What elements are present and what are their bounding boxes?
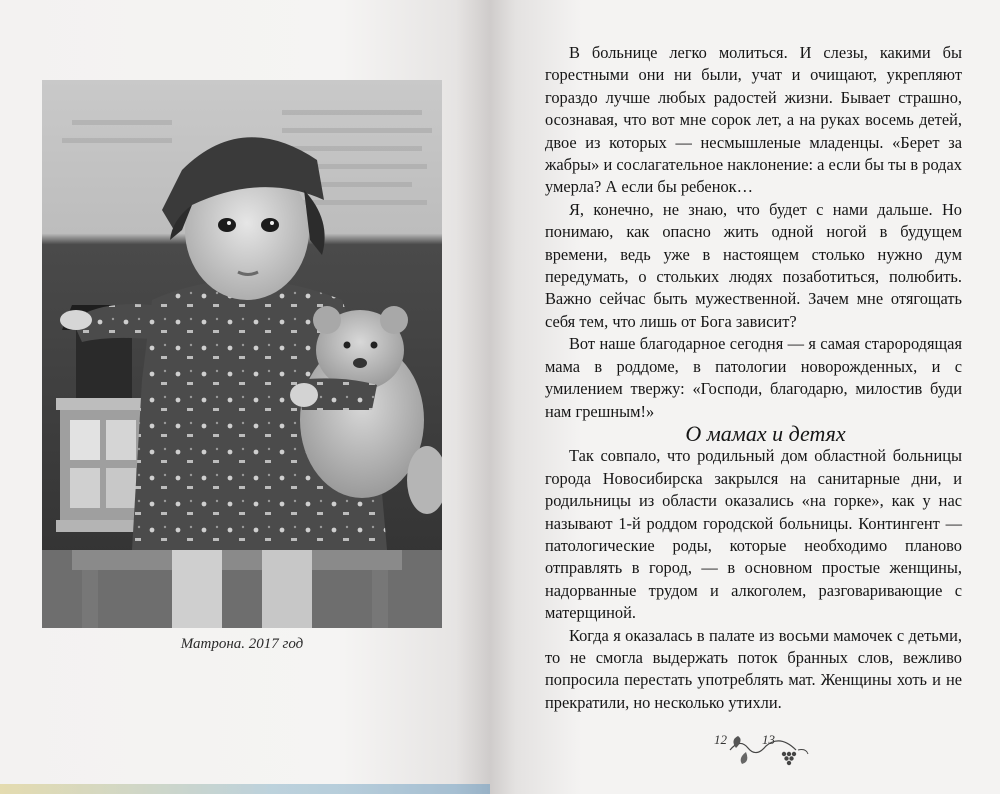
paragraph: Я, конечно, не знаю, что будет с нами дальше. Но понимаю, как опасно жить одной ногой в будущем времени, ведь уже в настоящем столько нужно дум передумать, о стольких людях позаботиться, полюбить. Важно сейчас быть мужественной. Зачем мне отягощать себя тем, что лишь от Бога зависит?	[545, 199, 962, 331]
page-edge-color	[0, 784, 490, 794]
paragraph: Когда я оказалась в палате из восьми мамочек с детьми, то не смогла выдержать поток бранных слов, вежливо попросила перестать употреблять мат. Женщины хоть и не прекратили, но несколько утихли.	[545, 625, 962, 712]
photo-illustration	[42, 80, 442, 628]
grape-vine-ornament-icon	[700, 728, 820, 768]
paragraph: Вот наше благодарное сегодня — я самая старородящая мама в роддоме, в патологии новорожденных, и с умилением твержу: «Господи, благодарю, милостив буди нам грешным!»	[545, 334, 962, 421]
paragraph: В больнице легко молиться. И слезы, какими бы горестными они ни были, учат и очищают, укрепляют гораздо лучше любых радостей жизни. Бывает страшно, осознавая, что вот мне сорок лет, а на руках восемь детей, двое из которых — несмышленые младенцы. «Берет за жабры» и сослагательное наклонение: а если бы ты в родах умерла? А если бы ребенок…	[545, 43, 962, 197]
page-folio	[700, 728, 820, 768]
page-number-right: 13	[762, 732, 775, 747]
photo-child-with-teddy	[42, 80, 442, 628]
body-text	[545, 42, 962, 714]
photo-caption: Матрона. 2017 год	[180, 636, 304, 652]
page-number-left: 12	[714, 732, 727, 747]
left-page	[0, 0, 490, 794]
paragraph: Так совпало, что родильный дом областной больницы города Новосибирска закрылся на санитарные дни, и родильницы из области оказались «на горке», как у нас называют 1-й роддом городской больницы. Контингент — патологические роды, которые необходимо планово отправлять в город, — в основном простые женщины, надорванные трудом и алкоголем, разговаривающие с матерщиной.	[545, 446, 962, 623]
section-title: О мамах и детях	[685, 420, 846, 446]
